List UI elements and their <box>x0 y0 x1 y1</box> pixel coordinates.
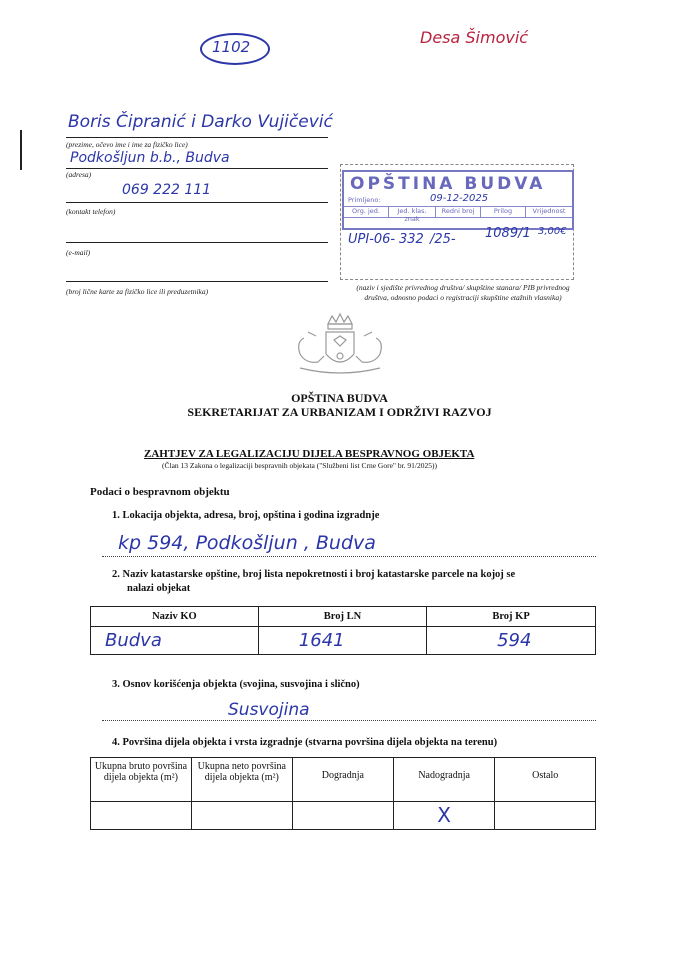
stamp-col-redni: Redni broj <box>436 207 481 218</box>
stamp-value-klas: 332 <box>399 232 424 247</box>
stamp-received-label: Primljeno: <box>348 196 381 204</box>
email-line <box>66 242 328 243</box>
id-label: (broj lične karte za fizičko lice ili preduzetnika) <box>66 287 209 296</box>
institution-name: OPŠTINA BUDVA <box>291 391 388 405</box>
q3-label: 3. Osnov korišćenja objekta (svojina, susvojina i slično) <box>112 679 360 690</box>
stamp-col-prilog: Prilog <box>481 207 526 218</box>
applicant-name: Boris Čipranić i Darko Vujičević <box>68 112 333 132</box>
email-label: (e-mail) <box>66 248 91 257</box>
q1-label: 1. Lokacija objekta, adresa, broj, opština i godina izgradnje <box>112 510 380 521</box>
header-broj-ln: Broj LN <box>258 607 426 627</box>
address-label: (adresa) <box>66 170 92 179</box>
stamp-col-klas: Jed. klas. znak <box>389 207 436 218</box>
q3-line <box>102 720 596 721</box>
q4-label: 4. Površina dijela objekta i vrsta izgradnje (stvarna površina dijela objekta na terenu) <box>112 737 498 748</box>
id-line <box>66 281 328 282</box>
margin-mark <box>20 130 22 170</box>
form-subtitle: (Član 13 Zakona o legalizaciji bespravnih objekata ("Službeni list Crne Gore" br. 91/2025)) <box>162 461 438 470</box>
stamp-value-vrijednost: 3,00€ <box>538 226 567 237</box>
stamp-value-prilog: 1089/1 <box>485 226 531 241</box>
value-nadogradnja: X <box>393 802 494 830</box>
header-naziv-ko: Naziv KO <box>91 607 259 627</box>
q2-label-2: nalazi objekat <box>127 583 191 594</box>
phone-label: (kontakt telefon) <box>66 207 116 216</box>
cadastre-table <box>90 606 596 655</box>
q3-answer: Susvojina <box>228 700 310 720</box>
section-title: Podaci o bespravnom objektu <box>90 486 230 498</box>
phone-line <box>66 202 328 203</box>
header-neto: Ukupna neto površina dijela objekta (m²) <box>191 758 292 802</box>
address-line <box>66 168 328 169</box>
name-label: (prezime, očevo ime i ime za fizičko lice) <box>66 140 188 149</box>
value-bruto <box>91 802 192 830</box>
header-dogradnja: Dogradnja <box>292 758 393 802</box>
applicant-address: Podkošljun b.b., Budva <box>70 150 230 166</box>
header-broj-kp: Broj KP <box>427 607 596 627</box>
stamp-title: OPŠTINA BUDVA <box>350 174 546 194</box>
value-ostalo <box>495 802 596 830</box>
form-title: ZAHTJEV ZA LEGALIZACIJU DIJELA BESPRAVNOG OBJEKTA <box>144 448 475 460</box>
value-broj-ln: 1641 <box>258 627 426 655</box>
header-bruto: Ukupna bruto površina dijela objekta (m²) <box>91 758 192 802</box>
value-naziv-ko: Budva <box>91 627 259 655</box>
area-table <box>90 757 596 830</box>
stamp-value-org: UPI-06- <box>348 232 396 247</box>
applicant-phone: 069 222 111 <box>122 182 212 198</box>
stamp-received-date: 09-12-2025 <box>430 193 489 204</box>
registry-stamp <box>342 170 574 230</box>
value-neto <box>191 802 292 830</box>
stamp-col-org: Org. jed. <box>344 207 389 218</box>
company-note: (naziv i sjedište privrednog društva/ skupštine stanara/ PIB privrednog društva, odnosno podaci o registraciji skupštine etažnih vlasnika) <box>356 283 570 302</box>
institution-department: SEKRETARIJAT ZA URBANIZAM I ODRŽIVI RAZVOJ <box>187 405 492 419</box>
header-ostalo: Ostalo <box>495 758 596 802</box>
stamp-value-redni: /25- <box>430 232 456 247</box>
coat-of-arms-icon <box>290 312 390 382</box>
stamp-col-vrijednost: Vrijednost <box>526 207 572 218</box>
q2-label-1: 2. Naziv katastarske opštine, broj lista nepokretnosti i broj katastarske parcele na kojoj se <box>112 569 516 580</box>
q1-line <box>102 556 596 557</box>
header-nadogradnja: Nadogradnja <box>393 758 494 802</box>
name-line <box>66 137 328 138</box>
case-number: 1102 <box>212 38 251 56</box>
value-broj-kp: 594 <box>427 627 596 655</box>
value-dogradnja <box>292 802 393 830</box>
top-right-note: Desa Šimović <box>420 28 529 47</box>
q1-answer: kp 594, Podkošljun , Budva <box>118 532 376 554</box>
